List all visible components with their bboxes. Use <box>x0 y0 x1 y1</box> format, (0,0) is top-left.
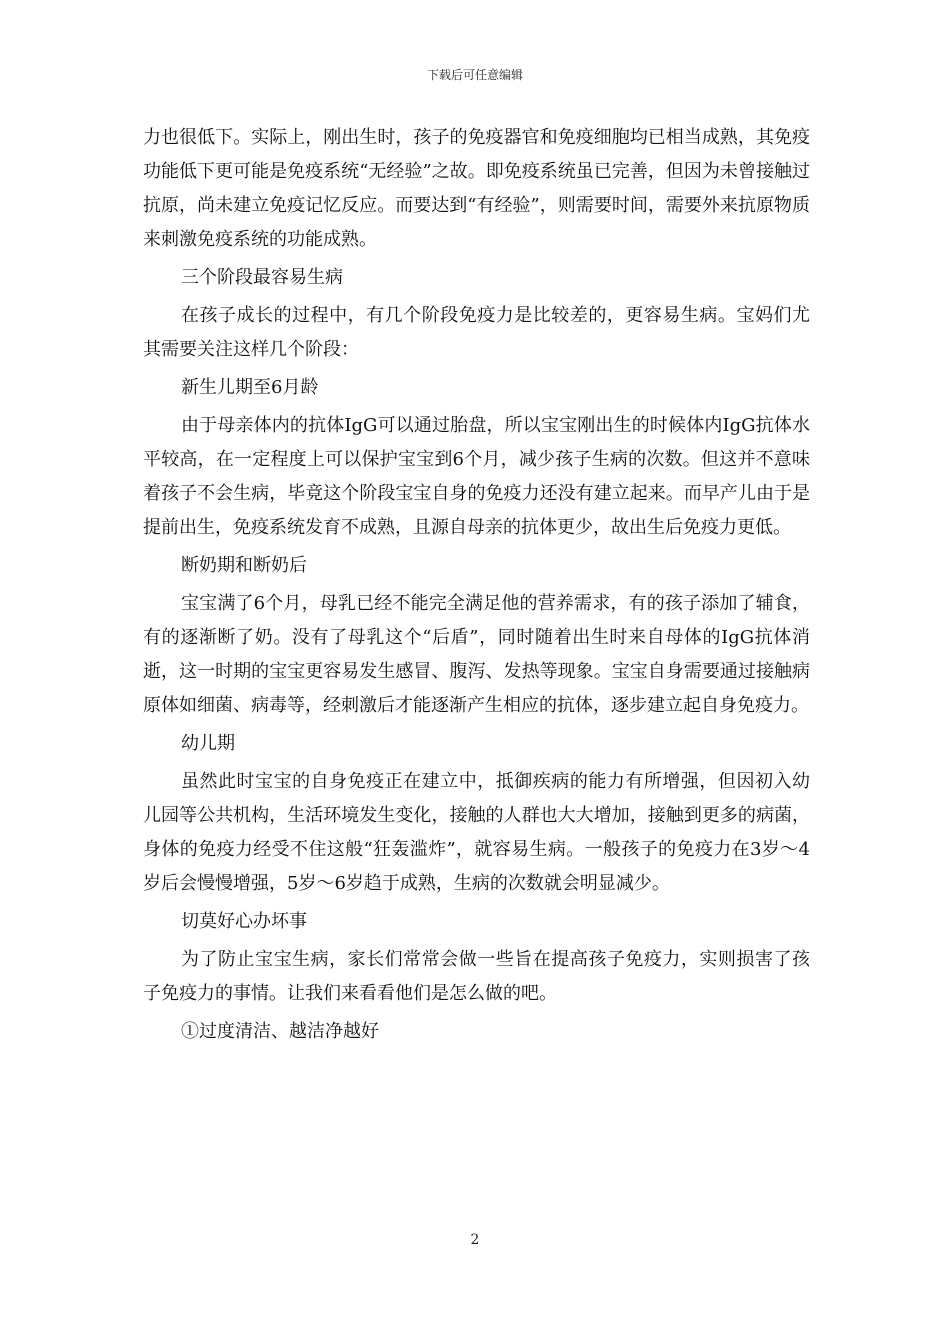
paragraph: 虽然此时宝宝的自身免疫正在建立中，抵御疾病的能力有所增强，但因初入幼儿园等公共机构，生活环境发生变化，接触的人群也大大增加，接触到更多的病菌，身体的免疫力经受不住这般“狂轰滥炸”，就容易生病。一般孩子的免疫力在3岁～4岁后会慢慢增强，5岁～6岁趋于成熟，生病的次数就会明显减少。 <box>143 771 810 894</box>
document-body <box>143 121 810 1053</box>
section-heading: 三个阶段最容易生病 <box>181 267 343 288</box>
paragraph: 在孩子成长的过程中，有几个阶段免疫力是比较差的，更容易生病。宝妈们尤其需要关注这样几个阶段： <box>143 305 810 360</box>
paragraph: 宝宝满了6个月，母乳已经不能完全满足他的营养需求，有的孩子添加了辅食，有的逐渐断了奶。没有了母乳这个“后盾”，同时随着出生时来自母体的IgG抗体消逝，这一时期的宝宝更容易发生感冒、腹泻、发热等现象。宝宝自身需要通过接触病原体如细菌、病毒等，经刺激后才能逐渐产生相应的抗体，逐步建立起自身免疫力。 <box>143 593 810 716</box>
page-number: 2 <box>470 1232 480 1248</box>
section-heading: 新生儿期至6月龄 <box>181 377 319 398</box>
section-heading: 断奶期和断奶后 <box>181 555 307 576</box>
section-heading: 幼儿期 <box>181 733 235 754</box>
section-heading: 切莫好心办坏事 <box>181 911 307 932</box>
paragraph: 为了防止宝宝生病，家长们常常会做一些旨在提高孩子免疫力，实则损害了孩子免疫力的事情。让我们来看看他们是怎么做的吧。 <box>143 949 810 1004</box>
paragraph: 由于母亲体内的抗体IgG可以通过胎盘，所以宝宝刚出生的时候体内IgG抗体水平较高，在一定程度上可以保护宝宝到6个月，减少孩子生病的次数。但这并不意味着孩子不会生病，毕竟这个阶段宝宝自身的免疫力还没有建立起来。而早产儿由于是提前出生，免疫系统发育不成熟，且源自母亲的抗体更少，故出生后免疫力更低。 <box>143 415 810 538</box>
page-header: 下载后可任意编辑 <box>426 68 523 82</box>
paragraph: 力也很低下。实际上，刚出生时，孩子的免疫器官和免疫细胞均已相当成熟，其免疫功能低下更可能是免疫系统“无经验”之故。即免疫系统虽已完善，但因为未曾接触过抗原，尚未建立免疫记忆反应。而要达到“有经验”，则需要时间，需要外来抗原物质来刺激免疫系统的功能成熟。 <box>143 127 810 250</box>
list-item-heading: ①过度清洁、越洁净越好 <box>181 1021 379 1042</box>
